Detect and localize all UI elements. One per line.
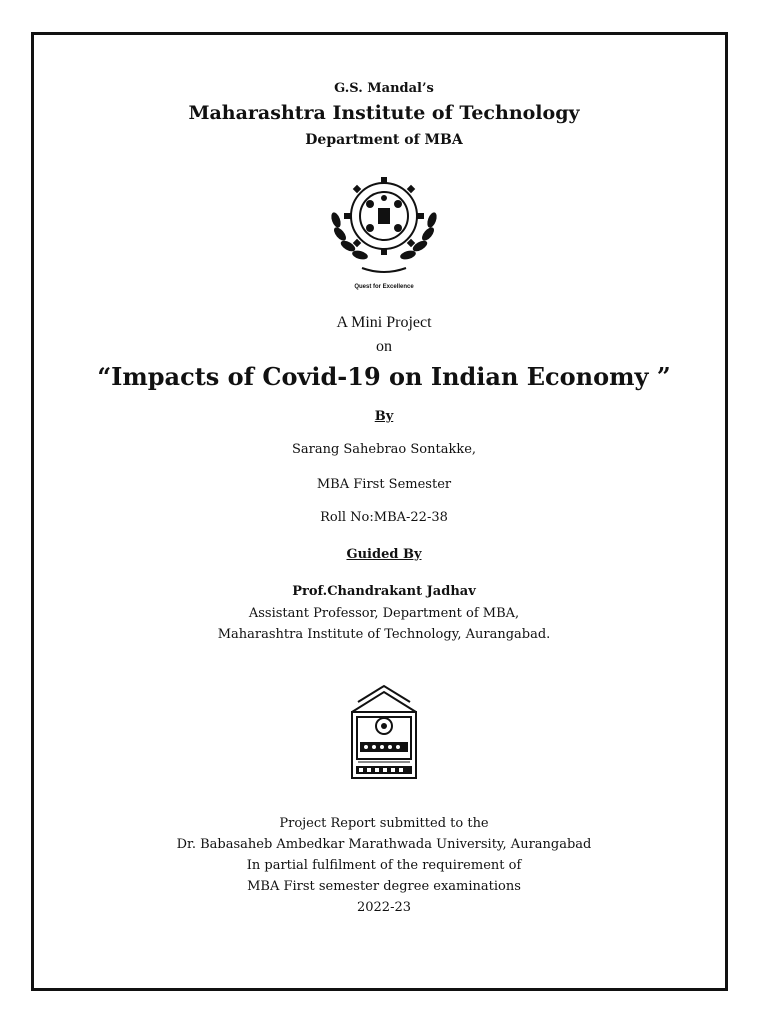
by-label: By — [374, 409, 394, 424]
project-kind: A Mini Project — [336, 314, 432, 331]
department-name: Department of MBA — [305, 132, 463, 148]
society-name: G.S. Mandal’s — [334, 81, 434, 96]
submission-year: 2022-23 — [356, 900, 412, 915]
institute-name: Maharashtra Institute of Technology — [188, 102, 580, 124]
guide-designation: Assistant Professor, Department of MBA, — [248, 606, 520, 621]
submission-line-2: Dr. Babasaheb Ambedkar Marathwada University, Aurangabad — [176, 837, 592, 852]
project-on: on — [376, 338, 392, 355]
guide-institute: Maharashtra Institute of Technology, Aurangabad. — [217, 627, 551, 642]
university-logo — [348, 682, 420, 782]
project-title: “Impacts of Covid-19 on Indian Economy ” — [97, 362, 671, 391]
submission-line-1: Project Report submitted to the — [279, 816, 489, 831]
submission-line-4: MBA First semester degree examinations — [247, 879, 521, 894]
student-roll: Roll No:MBA-22-38 — [320, 510, 448, 525]
submission-line-3: In partial fulfilment of the requirement of — [246, 858, 522, 873]
student-name: Sarang Sahebrao Sontakke, — [291, 442, 477, 457]
student-semester: MBA First Semester — [316, 477, 452, 492]
mit-logo — [322, 170, 446, 292]
guide-name: Prof.Chandrakant Jadhav — [292, 584, 476, 599]
guided-by-label: Guided By — [346, 547, 422, 562]
logo-motto: Quest for Excellence — [354, 284, 414, 290]
